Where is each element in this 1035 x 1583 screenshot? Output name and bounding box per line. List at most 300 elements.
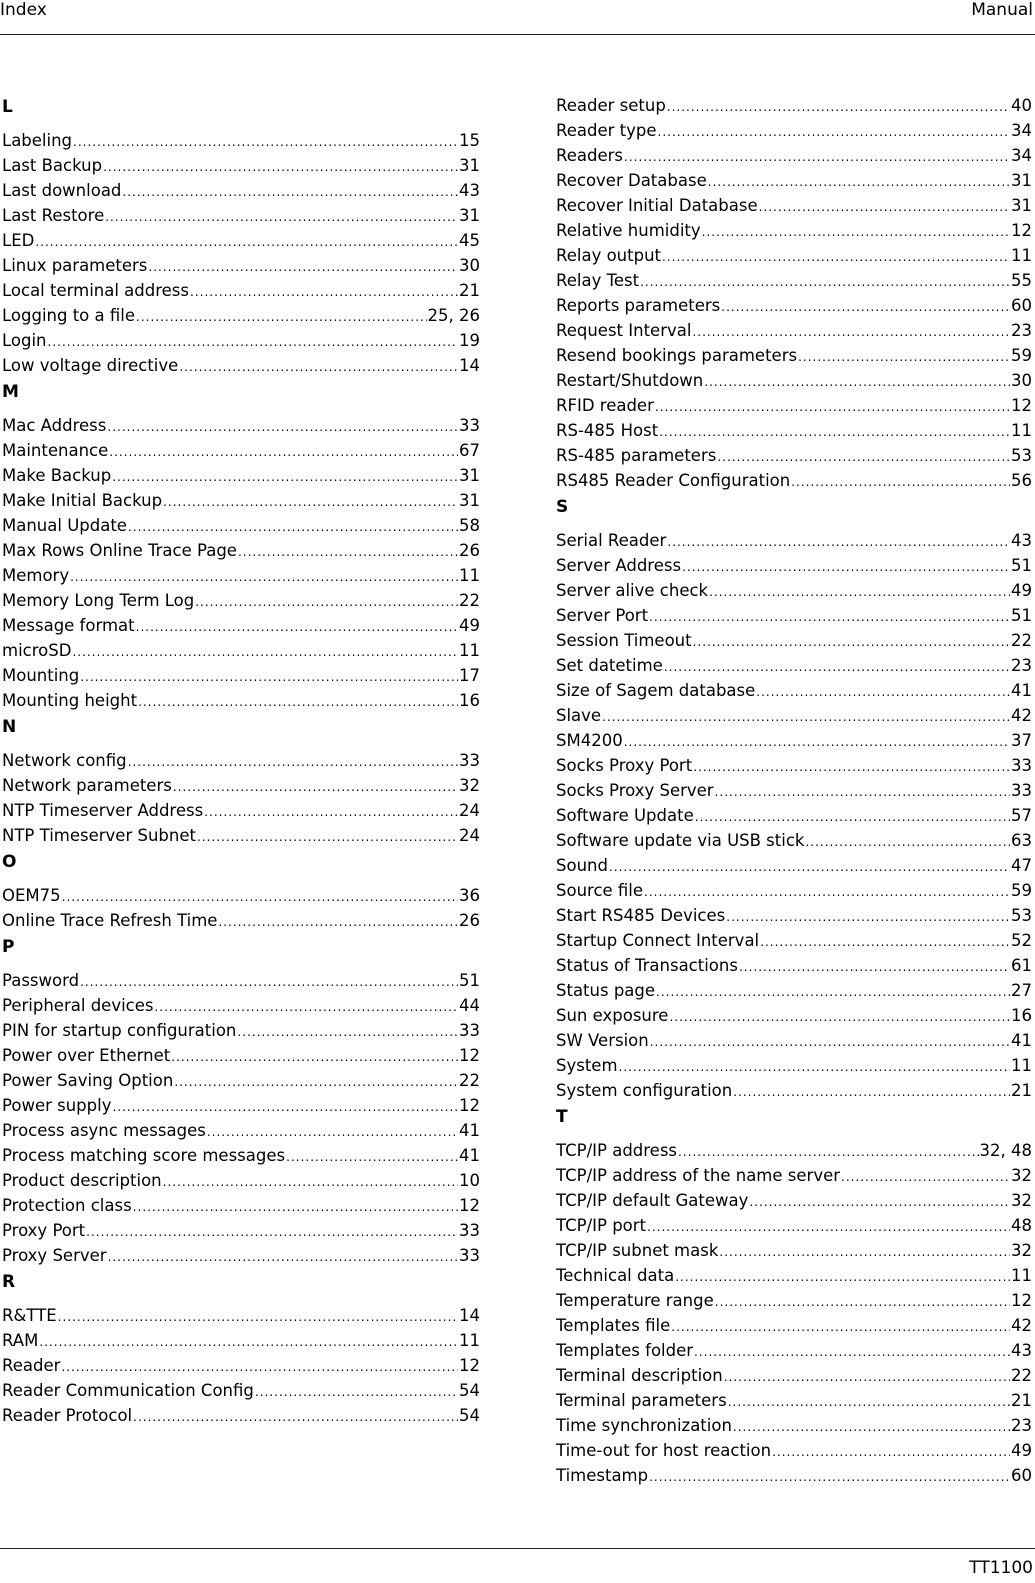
index-entry [2,663,480,688]
index-term: RS485 Reader Configuration [556,471,791,490]
footer-model-label: TT1100 [969,1558,1033,1578]
index-term: Time synchronization [556,1416,732,1435]
index-term: Network parameters [2,776,172,795]
index-page-number: 16 [459,691,480,710]
index-entry [556,828,1032,853]
index-entry [556,878,1032,903]
index-page-number: 58 [459,516,480,535]
index-term: Temperature range [556,1291,714,1310]
index-entry [556,1413,1032,1438]
index-page-number: 63 [1011,831,1032,850]
index-page-number: 60 [1011,1466,1032,1485]
index-term: Last Backup [2,156,103,175]
dot-leader [122,178,458,203]
index-term: microSD [2,641,72,660]
dot-leader [798,343,1010,368]
index-entry [556,553,1032,578]
index-entry [556,578,1032,603]
index-entry [2,153,480,178]
index-term: Reader type [556,121,657,140]
index-term: NTP Timeserver Subnet [2,826,196,845]
index-page-number: 31 [1011,196,1032,215]
index-page-number: 61 [1011,956,1032,975]
index-entry [556,293,1032,318]
index-term: Relative humidity [556,221,701,240]
index-term: Socks Proxy Port [556,756,693,775]
index-page-number: 22 [459,1071,480,1090]
index-page-number: 31 [459,206,480,225]
index-page-number: 37 [1011,731,1032,750]
index-page-number: 14 [459,1306,480,1325]
index-term: Memory [2,566,70,585]
index-page-number: 48 [1011,1216,1032,1235]
index-term: Templates folder [556,1341,694,1360]
index-term: SW Version [556,1031,649,1050]
index-entry [2,1378,480,1403]
index-page-number: 41 [1011,681,1032,700]
dot-leader [682,553,1010,578]
dot-leader [133,1403,458,1428]
index-page-number: 33 [459,416,480,435]
index-page-number: 33 [1011,781,1032,800]
index-entry [2,588,480,613]
dot-leader [602,703,1010,728]
index-entry [2,638,480,663]
index-page-number: 42 [1011,1316,1032,1335]
index-column-left [2,93,480,1428]
index-entry [556,368,1032,393]
index-entry [556,978,1032,1003]
dot-leader [112,1093,458,1118]
index-page-number: 16 [1011,1006,1032,1025]
index-term: Power over Ethernet [2,1046,171,1065]
index-entry [556,653,1032,678]
index-term: Server Port [556,606,649,625]
index-term: Network config [2,751,127,770]
index-term: NTP Timeserver Address [2,801,204,820]
dot-leader [759,193,1010,218]
dot-leader [704,368,1010,393]
index-term: R&TTE [2,1306,57,1325]
dot-leader [678,1138,978,1163]
dot-leader [133,1193,458,1218]
index-term: TCP/IP subnet mask [556,1241,719,1260]
index-term: Start RS485 Devices [556,906,726,925]
dot-leader [136,613,458,638]
index-term: Local terminal address [2,281,190,300]
dot-leader [73,128,458,153]
dot-leader [702,218,1010,243]
index-letter-heading: R [2,1272,16,1292]
index-term: Protection class [2,1196,132,1215]
index-page-number: 51 [1011,606,1032,625]
index-page-number: 33 [459,751,480,770]
index-letter-heading: O [2,852,17,872]
index-page-number: 54 [459,1406,480,1425]
dot-leader [756,678,1010,703]
dot-leader [103,153,458,178]
index-term: Relay Test [556,271,640,290]
index-entry [2,1143,480,1168]
index-entry [556,393,1032,418]
index-page-number: 33 [459,1246,480,1265]
index-term: System configuration [556,1081,733,1100]
index-entry [556,928,1032,953]
index-entry [556,953,1032,978]
dot-leader [749,1188,1010,1213]
index-term: Templates file [556,1316,671,1335]
index-entry [2,1168,480,1193]
dot-leader [655,393,1010,418]
dot-leader [659,418,1010,443]
index-entry [2,463,480,488]
dot-leader [609,853,1010,878]
index-entry [556,678,1032,703]
index-term: Proxy Server [2,1246,107,1265]
dot-leader [667,93,1010,118]
dot-leader [717,443,1010,468]
index-page-number: 43 [459,181,480,200]
index-page-number: 49 [459,616,480,635]
index-term: Size of Sagem database [556,681,756,700]
page-header [0,0,1035,35]
index-term: Resend bookings parameters [556,346,798,365]
index-term: Software update via USB stick [556,831,805,850]
index-page-number: 31 [459,156,480,175]
dot-leader [649,603,1010,628]
index-page-number: 12 [1011,221,1032,240]
footer-divider [0,1548,1035,1549]
index-entry [556,528,1032,553]
index-entry [2,798,480,823]
index-term: LED [2,231,35,250]
index-term: Linux parameters [2,256,148,275]
index-page-number: 55 [1011,271,1032,290]
index-letter-heading: M [2,382,19,402]
dot-leader [671,1313,1010,1338]
index-term: Readers [556,146,623,165]
index-page-number: 33 [459,1021,480,1040]
dot-leader [128,513,458,538]
index-entry [2,128,480,153]
index-page-number: 11 [1011,1266,1032,1285]
index-page-number: 41 [1011,1031,1032,1050]
dot-leader [207,1118,458,1143]
index-page-number: 11 [1011,246,1032,265]
dot-leader [841,1163,1010,1188]
dot-leader [238,538,458,563]
header-section-title: Index [0,0,47,20]
index-page-number: 51 [1011,556,1032,575]
dot-leader [163,488,458,513]
index-term: Status page [556,981,656,1000]
index-entry [2,253,480,278]
index-page-number: 67 [459,441,480,460]
index-term: TCP/IP address of the name server [556,1166,841,1185]
index-page-number: 12 [1011,1291,1032,1310]
index-entry [2,538,480,563]
index-term: Mounting [2,666,80,685]
index-entry [2,1043,480,1068]
dot-leader [760,928,1010,953]
index-entry [2,1218,480,1243]
dot-leader [138,688,458,713]
dot-leader [35,228,458,253]
dot-leader [86,1218,458,1243]
index-letter-heading: T [556,1107,568,1127]
index-letter-heading: L [2,97,13,117]
index-term: Startup Connect Interval [556,931,760,950]
dot-leader [62,883,458,908]
index-page-number: 59 [1011,881,1032,900]
index-entry [556,778,1032,803]
index-entry [2,563,480,588]
dot-leader [108,1243,458,1268]
index-page-number: 32 [459,776,480,795]
dot-leader [726,903,1010,928]
dot-leader [724,1363,1010,1388]
dot-leader [656,978,1010,1003]
index-term: System [556,1056,618,1075]
dot-leader [695,803,1010,828]
index-term: Login [2,331,47,350]
index-term: RS-485 parameters [556,446,717,465]
index-term: Time-out for host reaction [556,1441,772,1460]
index-term: Password [2,971,80,990]
dot-leader [58,1303,458,1328]
dot-leader [772,1438,1010,1463]
index-page-number: 21 [1011,1391,1032,1410]
dot-leader [190,278,458,303]
dot-leader [619,1053,1010,1078]
index-page-number: 26 [459,911,480,930]
index-page-number: 40 [1011,96,1032,115]
index-term: Proxy Port [2,1221,86,1240]
dot-leader [649,1463,1010,1488]
index-entry [556,443,1032,468]
dot-leader [286,1143,458,1168]
index-entry [556,218,1032,243]
index-page-number: 56 [1011,471,1032,490]
index-entry [2,1118,480,1143]
index-term: Source file [556,881,644,900]
index-page-number: 52 [1011,931,1032,950]
index-page-number: 32 [1011,1241,1032,1260]
index-entry [556,1053,1032,1078]
index-page-number: 23 [1011,321,1032,340]
index-entry [556,603,1032,628]
index-term: Low voltage directive [2,356,179,375]
index-page-number: 30 [1011,371,1032,390]
dot-leader [709,578,1010,603]
index-entry [556,343,1032,368]
index-entry [556,703,1032,728]
index-term: Logging to a file [2,306,135,325]
index-page-number: 12 [459,1356,480,1375]
dot-leader [733,1413,1010,1438]
index-page-number: 27 [1011,981,1032,1000]
index-entry [2,908,480,933]
index-page-number: 43 [1011,1341,1032,1360]
index-term: Software Update [556,806,694,825]
index-page-number: 21 [459,281,480,300]
index-page-number: 23 [1011,656,1032,675]
index-term: Technical data [556,1266,675,1285]
dot-leader [112,463,458,488]
index-entry [556,1438,1032,1463]
index-entry [2,748,480,773]
dot-leader [80,663,458,688]
index-entry [2,1328,480,1353]
index-entry [556,243,1032,268]
index-page-number: 51 [459,971,480,990]
dot-leader [107,413,458,438]
index-page-number: 41 [459,1121,480,1140]
index-term: Reports parameters [556,296,721,315]
dot-leader [237,1018,458,1043]
index-term: PIN for startup configuration [2,1021,237,1040]
index-term: OEM75 [2,886,61,905]
index-page-number: 47 [1011,856,1032,875]
index-entry [556,1078,1032,1103]
index-page-number: 11 [459,566,480,585]
index-page-number: 21 [1011,1081,1032,1100]
dot-leader [136,303,427,328]
index-entry [2,993,480,1018]
index-entry [2,228,480,253]
index-entry [2,1018,480,1043]
index-entry [2,178,480,203]
index-page-number: 34 [1011,121,1032,140]
dot-leader [70,563,458,588]
index-letter-heading: N [2,717,17,737]
index-page-number: 12 [459,1046,480,1065]
index-entry [556,1188,1032,1213]
dot-leader [658,118,1011,143]
index-page-number: 31 [1011,171,1032,190]
index-page-number: 11 [1011,421,1032,440]
index-term: Status of Transactions [556,956,738,975]
index-term: Online Trace Refresh Time [2,911,218,930]
dot-leader [72,638,458,663]
index-page-number: 33 [1011,756,1032,775]
index-entry [556,728,1032,753]
dot-leader [39,1328,458,1353]
dot-leader [197,823,458,848]
index-page-number: 33 [459,1221,480,1240]
index-letter-heading: P [2,937,15,957]
index-page-number: 12 [459,1196,480,1215]
index-term: Reader [2,1356,61,1375]
index-page-number: 49 [1011,581,1032,600]
index-page-number: 44 [459,996,480,1015]
index-page-number: 11 [459,1331,480,1350]
index-entry [2,968,480,993]
index-page-number: 11 [459,641,480,660]
index-entry [2,353,480,378]
index-entry [556,468,1032,493]
index-term: Make Backup [2,466,112,485]
index-term: Session Timeout [556,631,692,650]
index-page-number: 59 [1011,346,1032,365]
index-page-number: 12 [459,1096,480,1115]
index-letter-heading: S [556,497,569,517]
index-entry [556,93,1032,118]
index-term: Product description [2,1171,162,1190]
index-entry [556,418,1032,443]
dot-leader [715,778,1010,803]
index-page-number: 31 [459,466,480,485]
index-term: Serial Reader [556,531,667,550]
index-entry [2,613,480,638]
index-page-number: 17 [459,666,480,685]
index-term: Labeling [2,131,73,150]
index-term: Slave [556,706,602,725]
index-entry [556,1138,1032,1163]
index-entry [556,193,1032,218]
index-entry [556,628,1032,653]
index-page-number: 34 [1011,146,1032,165]
index-page-number: 23 [1011,1416,1032,1435]
dot-leader [667,528,1010,553]
dot-leader [733,1078,1010,1103]
index-term: Reader Protocol [2,1406,133,1425]
index-term: Make Initial Backup [2,491,163,510]
index-entry [2,1353,480,1378]
dot-leader [662,243,1010,268]
index-term: Last Restore [2,206,105,225]
dot-leader [675,1263,1010,1288]
index-entry [2,1093,480,1118]
index-entry [556,853,1032,878]
dot-leader [109,438,458,463]
index-entry [2,438,480,463]
index-entry [2,688,480,713]
dot-leader [694,1338,1010,1363]
index-entry [2,328,480,353]
dot-leader [624,143,1010,168]
dot-leader [693,628,1010,653]
dot-leader [640,268,1010,293]
index-term: Reader setup [556,96,666,115]
dot-leader [721,293,1010,318]
index-page-number: 22 [1011,631,1032,650]
dot-leader [647,1213,1010,1238]
dot-leader [163,1168,458,1193]
index-page-number: 54 [459,1381,480,1400]
index-page-number: 49 [1011,1441,1032,1460]
index-entry [556,1338,1032,1363]
index-page-number: 10 [459,1171,480,1190]
index-page-number: 22 [459,591,480,610]
index-term: Server Address [556,556,682,575]
index-term: Memory Long Term Log [2,591,195,610]
dot-leader [728,1388,1010,1413]
index-page-number: 15 [459,131,480,150]
index-entry [2,513,480,538]
index-term: Power supply [2,1096,112,1115]
index-entry [556,1288,1032,1313]
index-term: Mac Address [2,416,107,435]
index-term: Restart/Shutdown [556,371,704,390]
index-term: Relay output [556,246,662,265]
index-entry [556,143,1032,168]
index-page-number: 12 [1011,396,1032,415]
index-term: Server alive check [556,581,709,600]
index-entry [2,303,480,328]
index-entry [556,1213,1032,1238]
index-page-number: 31 [459,491,480,510]
